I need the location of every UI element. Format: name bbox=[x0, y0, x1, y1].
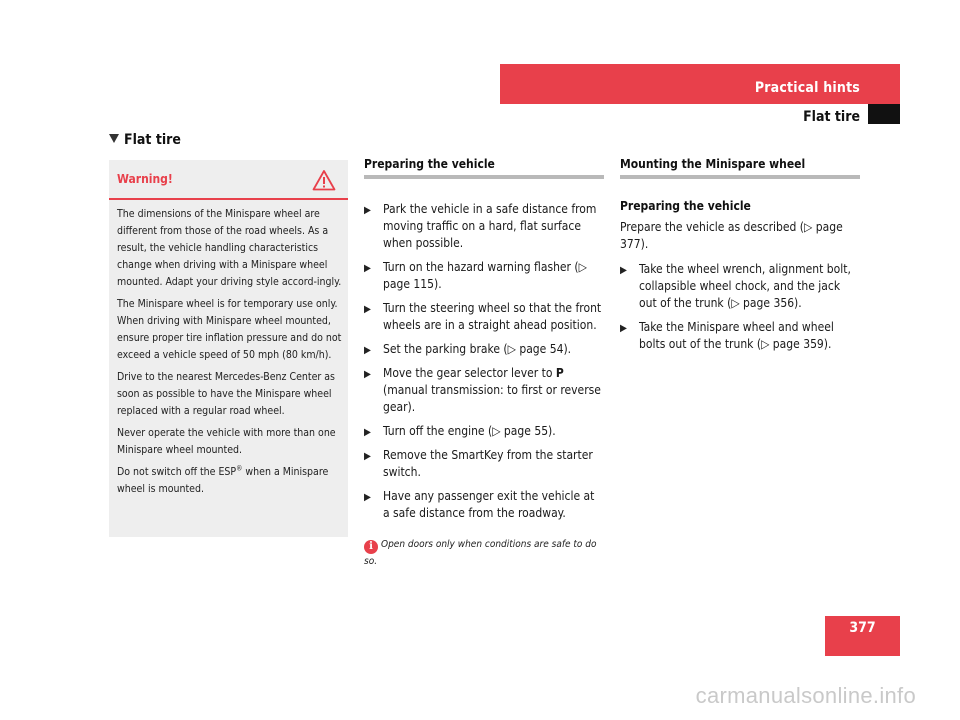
arrow-right-icon: ▶ bbox=[364, 205, 371, 216]
warning-triangle-icon bbox=[312, 169, 336, 191]
step-text: Remove the SmartKey from the starter switch. bbox=[383, 448, 593, 479]
info-note bbox=[364, 537, 608, 569]
arrow-right-icon: ▶ bbox=[620, 323, 627, 334]
list-item bbox=[364, 341, 604, 358]
warning-label: Warning! bbox=[117, 172, 173, 186]
body-text: Prepare the vehicle as described (▷ page 377). bbox=[620, 220, 843, 251]
step-text: Set the parking brake (▷ page 54). bbox=[383, 342, 572, 356]
column-heading: Mounting the Minispare wheel bbox=[620, 157, 860, 179]
page-number-box bbox=[825, 616, 900, 656]
warning-paragraph: The dimensions of the Minispare wheel are different from those of the road wheels. As a result, the vehicle handling characteristics change when driving with a Minispare wheel mounted. Adapt your driving style accord-ingly. bbox=[117, 208, 342, 288]
list-item bbox=[364, 447, 604, 481]
watermark: carmanualsonline.info bbox=[695, 683, 916, 708]
arrow-right-icon: ▶ bbox=[364, 263, 371, 274]
step-text: Take the wheel wrench, alignment bolt, collapsible wheel chock, and the jack out of the trunk (▷ page 356). bbox=[639, 262, 851, 310]
warning-text: when a Minispare wheel is mounted. bbox=[117, 466, 329, 495]
chapter-title: Practical hints bbox=[754, 80, 860, 96]
section-title bbox=[109, 132, 181, 148]
info-icon: i bbox=[364, 540, 378, 554]
arrow-right-icon: ▶ bbox=[364, 451, 371, 462]
list-item bbox=[364, 300, 604, 334]
step-text: (manual transmission: to first or reverse gear). bbox=[383, 383, 601, 414]
warning-paragraph: The Minispare wheel is for temporary use only. When driving with Minispare wheel mounted, ensure proper tire inflation pressure and do not exceed a vehicle speed of 50 mph (80 km/h). bbox=[117, 298, 342, 361]
arrow-right-icon: ▶ bbox=[364, 427, 371, 438]
arrow-right-icon: ▶ bbox=[364, 492, 371, 503]
header-band bbox=[500, 64, 900, 104]
step-text: Turn the steering wheel so that the front wheels are in a straight ahead position. bbox=[383, 301, 602, 332]
step-text: Move the gear selector lever to bbox=[383, 366, 556, 380]
list-item bbox=[364, 488, 604, 522]
section-title-text: Flat tire bbox=[124, 132, 181, 148]
warning-text: Do not switch off the ESP bbox=[117, 466, 237, 478]
header-marker bbox=[868, 104, 900, 124]
column-heading: Preparing the vehicle bbox=[364, 157, 604, 179]
list-item bbox=[364, 365, 604, 416]
warning-body bbox=[117, 206, 343, 503]
list-item bbox=[620, 319, 860, 353]
warning-header bbox=[109, 160, 348, 200]
step-text: Have any passenger exit the vehicle at a safe distance from the roadway. bbox=[383, 489, 595, 520]
warning-paragraph: Drive to the nearest Mercedes-Benz Center as soon as possible to have the Minispare wheel replaced with a regular road wheel. bbox=[117, 371, 335, 417]
warning-paragraph: Never operate the vehicle with more than one Minispare wheel mounted. bbox=[117, 427, 336, 456]
step-text: Turn on the hazard warning flasher (▷ page 115). bbox=[383, 260, 587, 291]
arrow-right-icon: ▶ bbox=[364, 369, 371, 380]
warning-paragraph bbox=[117, 464, 343, 498]
registered-mark: ® bbox=[236, 464, 243, 473]
arrow-right-icon: ▶ bbox=[364, 345, 371, 356]
gear-p: P bbox=[555, 366, 564, 380]
arrow-right-icon: ▶ bbox=[364, 304, 371, 315]
step-text: Turn off the engine (▷ page 55). bbox=[383, 424, 556, 438]
page-number: 377 bbox=[849, 620, 876, 636]
step-text: Park the vehicle in a safe distance from moving traffic on a hard, flat surface when possible. bbox=[383, 202, 597, 250]
arrow-right-icon: ▶ bbox=[620, 265, 627, 276]
list-item bbox=[620, 261, 860, 312]
triangle-down-icon bbox=[109, 134, 119, 143]
list-item bbox=[364, 201, 604, 252]
note-text: Open doors only when conditions are safe to do so. bbox=[364, 539, 597, 567]
list-item bbox=[364, 259, 604, 293]
step-list bbox=[620, 261, 860, 353]
subheading: Preparing the vehicle bbox=[620, 199, 751, 213]
warning-box bbox=[109, 160, 348, 537]
step-list bbox=[364, 201, 604, 522]
section-subtitle: Flat tire bbox=[803, 109, 860, 125]
column-preparing bbox=[364, 157, 604, 529]
list-item bbox=[364, 423, 604, 440]
column-mounting bbox=[620, 157, 860, 360]
step-text: Take the Minispare wheel and wheel bolts out of the trunk (▷ page 359). bbox=[639, 320, 834, 351]
